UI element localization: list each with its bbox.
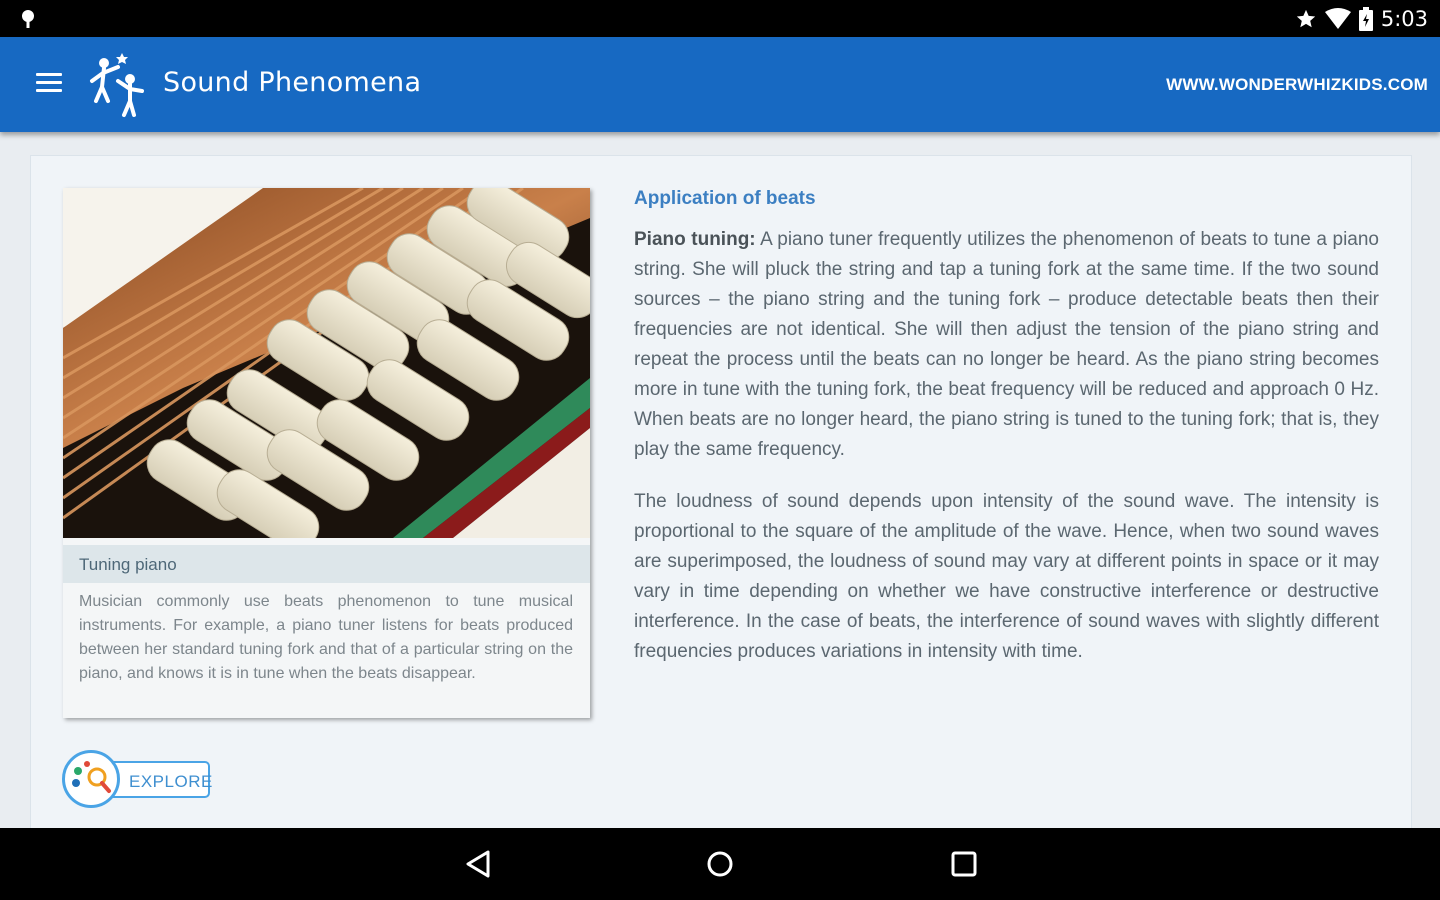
- status-bar: [0, 0, 1440, 37]
- navigation-bar: [0, 828, 1440, 900]
- status-time: 5:03: [1380, 7, 1428, 31]
- piano-hammers-photo: [63, 188, 590, 538]
- app-title: Sound Phenomena: [163, 67, 422, 98]
- hamburger-menu-icon[interactable]: [36, 73, 62, 95]
- paragraph-piano-tuning: [634, 225, 1379, 465]
- caption-bar: [63, 545, 590, 583]
- star-icon: [1295, 8, 1317, 30]
- wifi-icon: [1325, 8, 1351, 30]
- paragraph-loudness: The loudness of sound depends upon intensity of the sound wave. The intensity is proportional to the square of the amplitude of the wave. Hence, when two sound waves are superimposed, the loudness of sound may vary at different points in space or it may vary in time depending on whether we have constructive interference or destructive interference. In the case of beats, the interference of sound waves with slightly different frequencies produces variations in intensity with time.: [634, 491, 1379, 662]
- figure-card: [63, 188, 590, 718]
- back-icon[interactable]: [455, 840, 503, 888]
- explore-label: EXPLORE: [129, 772, 213, 791]
- notification-icon: [18, 8, 38, 30]
- home-icon[interactable]: [696, 840, 744, 888]
- paragraph-lead: Piano tuning:: [634, 229, 756, 250]
- recents-icon[interactable]: [940, 840, 988, 888]
- kids-logo-icon: [88, 51, 158, 119]
- app-bar: [0, 37, 1440, 132]
- battery-icon: [1359, 7, 1373, 31]
- caption-title: Tuning piano: [79, 555, 177, 574]
- article: [634, 185, 1379, 667]
- website-link[interactable]: WWW.WONDERWHIZKIDS.COM: [1166, 75, 1428, 94]
- article-heading: Application of beats: [634, 188, 816, 209]
- paragraph-body: A piano tuner frequently utilizes the phenomenon of beats to tune a piano string. She will pluck the string and tap a tuning fork at the same time. If the two sound sources – the piano string and the tuning fork – produce detectable beats then their frequencies are not identical. She will then adjust the tension of the piano string and repeat the process until the beats can no longer be heard. As the piano string becomes more in tune with the tuning fork, the beat frequency will be reduced and approach 0 Hz. When beats are no longer heard, the piano string is tuned to the tuning fork; that is, they play the same frequency.: [634, 229, 1379, 460]
- caption-text: Musician commonly use beats phenomenon to tune musical instruments. For example, a piano tuner listens for beats produced between her standard tuning fork and that of a particular string on the piano, and knows it is in tune when the beats disappear.: [79, 593, 573, 682]
- explore-button[interactable]: [62, 750, 212, 810]
- explore-icon: [62, 750, 120, 808]
